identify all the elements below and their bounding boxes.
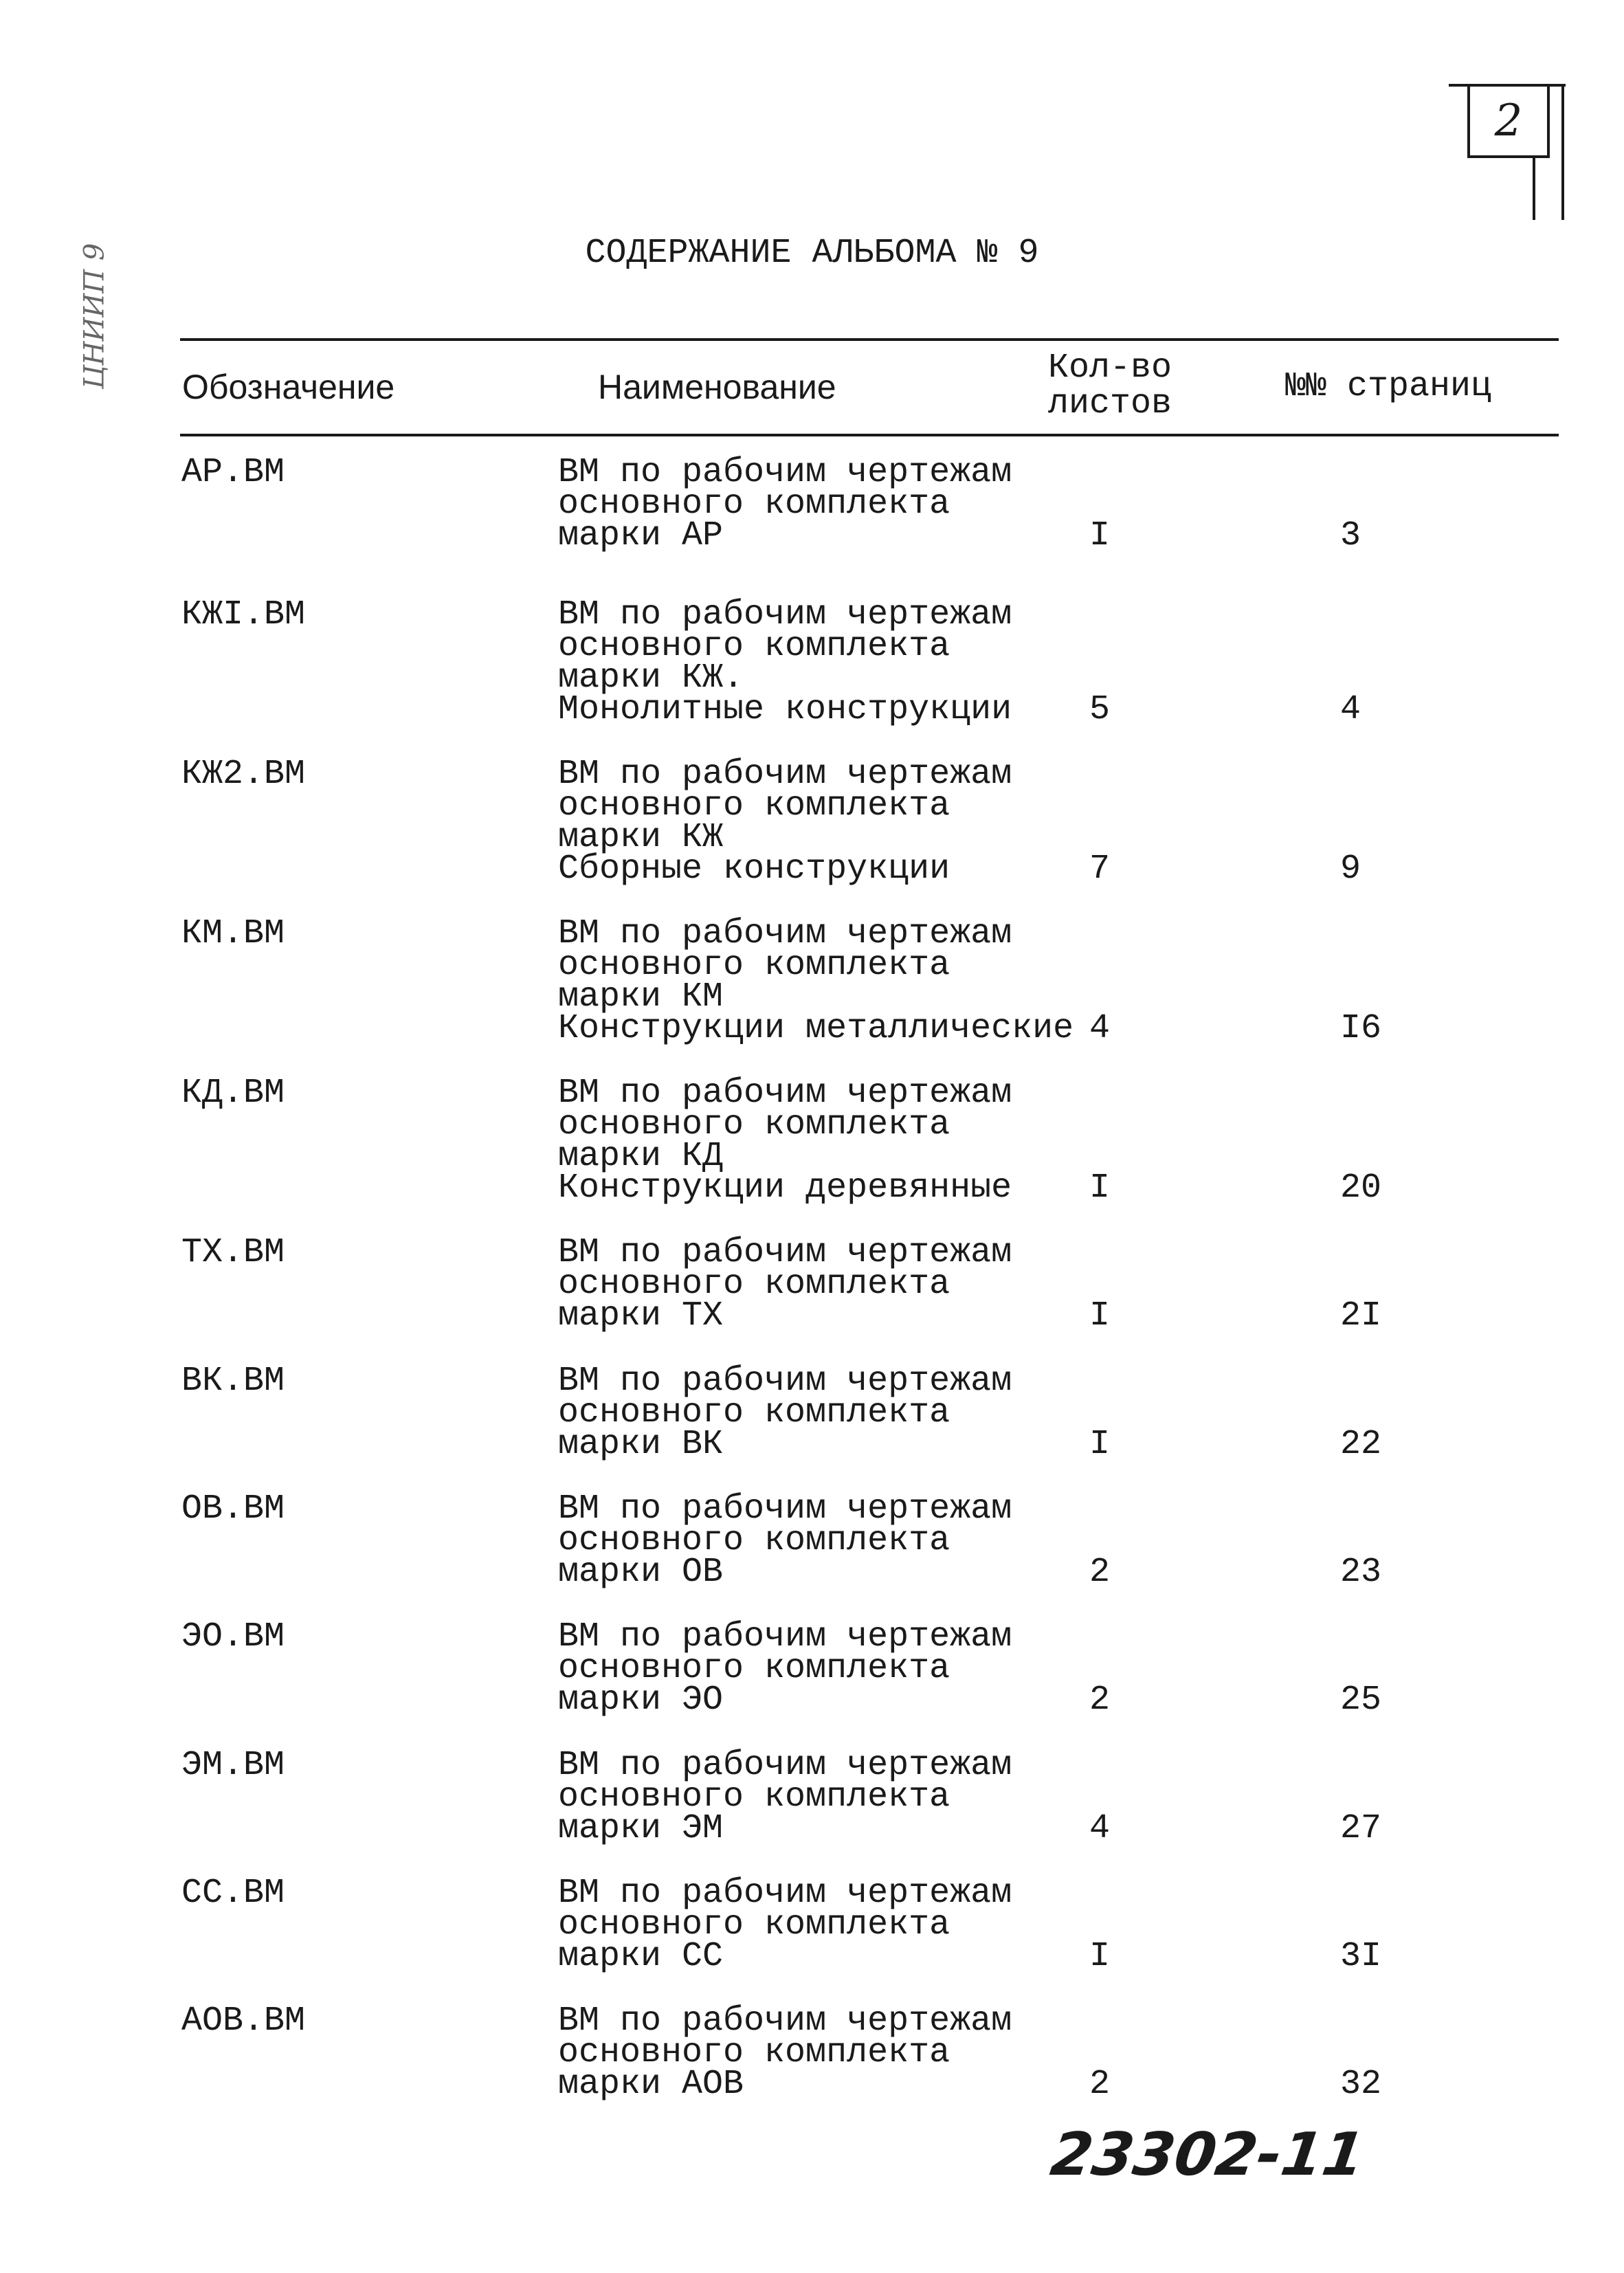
row-designation: СС.ВМ xyxy=(181,1874,285,1913)
row-page: 20 xyxy=(1340,1168,1382,1208)
row-name-line: основного комплекта xyxy=(558,1777,950,1817)
table-header-rule xyxy=(180,434,1559,436)
row-sheet-count: I xyxy=(1089,516,1111,555)
row-sheet-count: I xyxy=(1089,1425,1111,1464)
row-name-line: ВМ по рабочим чертежам xyxy=(558,595,1012,634)
row-page: 32 xyxy=(1340,2065,1382,2104)
row-sheet-count: 4 xyxy=(1089,1809,1111,1848)
row-name-line: основного комплекта xyxy=(558,1393,950,1432)
row-sheet-count: 2 xyxy=(1089,1681,1111,1720)
document-number: 23302-11 xyxy=(1046,2120,1369,2189)
header-pages: №№ страниц xyxy=(1285,367,1492,406)
row-name xyxy=(558,1617,1012,1720)
row-designation: ОВ.ВМ xyxy=(181,1489,285,1529)
row-name xyxy=(558,755,1012,889)
row-page: 3I xyxy=(1340,1937,1382,1976)
row-name xyxy=(558,1489,1012,1592)
row-name-line: марки ЭО xyxy=(558,1681,724,1720)
row-name-line: ВМ по рабочим чертежам xyxy=(558,755,1012,794)
document-title: СОДЕРЖАНИЕ АЛЬБОМА № 9 xyxy=(585,234,1039,273)
row-name-line: марки СС xyxy=(558,1937,724,1976)
row-name-line: марки ОВ xyxy=(558,1553,724,1592)
row-name-line: основного комплекта xyxy=(558,946,950,985)
row-sheet-count: I xyxy=(1089,1296,1111,1335)
header-name: Наименование xyxy=(598,368,836,406)
row-name-line: Конструкции деревянные xyxy=(558,1168,1012,1208)
row-name xyxy=(558,1874,1012,1976)
row-designation: КД.ВМ xyxy=(181,1074,285,1113)
row-name-line: марки КЖ. xyxy=(558,658,744,698)
row-page: I6 xyxy=(1340,1009,1382,1048)
row-name xyxy=(558,1746,1012,1848)
row-name-line: Сборные конструкции xyxy=(558,850,950,889)
row-name-line: ВМ по рабочим чертежам xyxy=(558,1074,1012,1113)
page-number: 2 xyxy=(1467,84,1550,158)
row-name-line: марки КМ xyxy=(558,977,724,1017)
row-page: 9 xyxy=(1340,850,1361,889)
row-designation: КЖI.ВМ xyxy=(181,595,306,634)
row-name-line: марки КЖ xyxy=(558,818,724,857)
row-name-line: основного комплекта xyxy=(558,627,950,666)
table-top-rule xyxy=(180,338,1559,341)
row-designation: АР.ВМ xyxy=(181,453,285,492)
row-name-line: марки КД xyxy=(558,1137,724,1176)
row-page: 4 xyxy=(1340,690,1361,729)
row-page: 2I xyxy=(1340,1296,1382,1335)
row-name xyxy=(558,2002,1012,2104)
header-designation: Обозначение xyxy=(182,368,395,406)
frame-line xyxy=(1561,84,1564,220)
row-designation: АОВ.ВМ xyxy=(181,2002,306,2041)
row-designation: КЖ2.ВМ xyxy=(181,755,306,794)
row-name-line: марки ЭМ xyxy=(558,1809,724,1848)
row-sheet-count: I xyxy=(1089,1168,1111,1208)
row-name-line: ВМ по рабочим чертежам xyxy=(558,453,1012,492)
header-sheet-count-line1: Кол-во xyxy=(1048,348,1172,388)
row-name-line: марки ТХ xyxy=(558,1296,724,1335)
row-designation: ТХ.ВМ xyxy=(181,1233,285,1272)
row-designation: ЭМ.ВМ xyxy=(181,1746,285,1785)
row-page: 27 xyxy=(1340,1809,1382,1848)
row-name xyxy=(558,914,1074,1048)
row-sheet-count: 5 xyxy=(1089,690,1111,729)
row-name-line: марки АОВ xyxy=(558,2065,744,2104)
row-name-line: Монолитные конструкции xyxy=(558,690,1012,729)
row-sheet-count: 2 xyxy=(1089,2065,1111,2104)
row-page: 25 xyxy=(1340,1681,1382,1720)
row-name xyxy=(558,1362,1012,1464)
row-page: 22 xyxy=(1340,1425,1382,1464)
row-sheet-count: 7 xyxy=(1089,850,1111,889)
row-name-line: основного комплекта xyxy=(558,1521,950,1560)
row-name-line: марки АР xyxy=(558,516,724,555)
row-name-line: ВМ по рабочим чертежам xyxy=(558,914,1012,953)
row-designation: КМ.ВМ xyxy=(181,914,285,953)
row-page: 23 xyxy=(1340,1553,1382,1592)
row-name xyxy=(558,595,1012,729)
row-name-line: основного комплекта xyxy=(558,786,950,825)
row-sheet-count: 2 xyxy=(1089,1553,1111,1592)
row-name-line: основного комплекта xyxy=(558,1905,950,1944)
row-name-line: Конструкции металлические xyxy=(558,1009,1074,1048)
header-sheet-count xyxy=(1048,348,1186,423)
row-name-line: марки ВК xyxy=(558,1425,724,1464)
row-name-line: основного комплекта xyxy=(558,2033,950,2072)
row-name-line: ВМ по рабочим чертежам xyxy=(558,1489,1012,1529)
row-sheet-count: 4 xyxy=(1089,1009,1111,1048)
row-name-line: основного комплекта xyxy=(558,1649,950,1688)
row-name-line: основного комплекта xyxy=(558,1105,950,1144)
frame-line xyxy=(1533,158,1535,220)
row-name-line: ВМ по рабочим чертежам xyxy=(558,2002,1012,2041)
row-designation: ЭО.ВМ xyxy=(181,1617,285,1656)
side-stamp-text: ЦНИИП 9 xyxy=(78,243,111,390)
row-name xyxy=(558,1233,1012,1335)
row-name xyxy=(558,453,1012,555)
row-name-line: ВМ по рабочим чертежам xyxy=(558,1617,1012,1656)
row-name-line: ВМ по рабочим чертежам xyxy=(558,1874,1012,1913)
row-name-line: основного комплекта xyxy=(558,485,950,524)
row-name-line: ВМ по рабочим чертежам xyxy=(558,1233,1012,1272)
row-name xyxy=(558,1074,1012,1208)
row-sheet-count: I xyxy=(1089,1937,1111,1976)
row-designation: ВК.ВМ xyxy=(181,1362,285,1401)
header-sheet-count-line2: листов xyxy=(1048,384,1172,423)
row-name-line: основного комплекта xyxy=(558,1265,950,1304)
row-name-line: ВМ по рабочим чертежам xyxy=(558,1746,1012,1785)
row-name-line: ВМ по рабочим чертежам xyxy=(558,1362,1012,1401)
row-page: 3 xyxy=(1340,516,1361,555)
